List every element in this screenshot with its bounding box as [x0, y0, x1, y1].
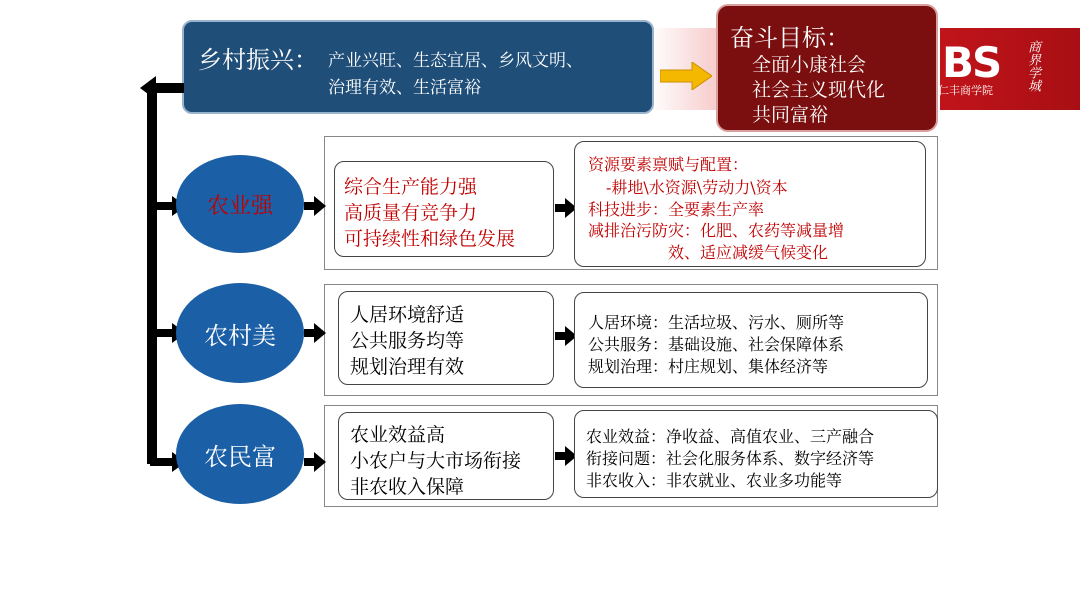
detail-line: 人居环境：生活垃圾、污水、厕所等: [588, 313, 845, 332]
section-ellipse-countryside: [176, 283, 304, 383]
summary-line: 公共服务均等: [350, 330, 465, 352]
rural-revitalization-line-2: 治理有效、生活富裕: [328, 78, 481, 98]
goal-item: 全面小康社会: [752, 54, 867, 76]
summary-line: 小农户与大市场衔接: [350, 450, 522, 472]
detail-line: 资源要素禀赋与配置：: [588, 155, 749, 174]
yellow-right-arrow-icon: [660, 62, 712, 90]
detail-line: 衔接问题：社会化服务体系、数字经济等: [586, 449, 875, 468]
brand-seal: 商界学城: [1025, 40, 1040, 92]
detail-line: 公共服务：基础设施、社会保障体系: [588, 335, 845, 354]
goal-item: 社会主义现代化: [752, 79, 886, 101]
detail-line: 减排治污防灾：化肥、农药等减量增: [588, 221, 845, 240]
section-label: 农民富: [204, 442, 276, 471]
section-label: 农业强: [206, 193, 273, 219]
right-arrow-icon: [304, 452, 326, 472]
goal-title: 奋斗目标：: [730, 24, 850, 52]
detail-line: 农业效益：净收益、高值农业、三产融合: [586, 427, 875, 446]
detail-line: 科技进步：全要素生产率: [588, 200, 765, 219]
rural-revitalization-line-1: 产业兴旺、生态宜居、乡风文明、: [328, 51, 583, 71]
vertical-connector: [147, 88, 157, 464]
goal-item: 共同富裕: [752, 104, 829, 126]
right-arrow-icon: [304, 323, 326, 343]
section-ellipse-agriculture: [176, 155, 304, 253]
rural-revitalization-title: 乡村振兴：: [198, 46, 318, 74]
section-ellipse-farmers: [176, 404, 304, 504]
summary-line: 农业效益高: [350, 424, 446, 446]
summary-line: 人居环境舒适: [350, 304, 465, 326]
detail-line: 规划治理：村庄规划、集体经济等: [588, 357, 829, 376]
brand-logo: BS: [942, 38, 1001, 87]
summary-line: 可持续性和绿色发展: [344, 228, 516, 250]
summary-line: 高质量有竞争力: [344, 202, 478, 224]
detail-line: 效、适应减缓气候变化: [668, 243, 829, 262]
summary-line: 规划治理有效: [350, 356, 465, 378]
right-arrow-icon: [304, 196, 326, 216]
detail-line: -耕地\水资源\劳动力\资本: [606, 178, 788, 197]
brand-subtitle: 仁丰商学院: [938, 84, 993, 97]
section-label: 农村美: [204, 321, 276, 350]
summary-line: 非农收入保障: [350, 476, 465, 498]
detail-line: 非农收入：非农就业、农业多功能等: [586, 471, 843, 490]
summary-line: 综合生产能力强: [344, 176, 478, 198]
